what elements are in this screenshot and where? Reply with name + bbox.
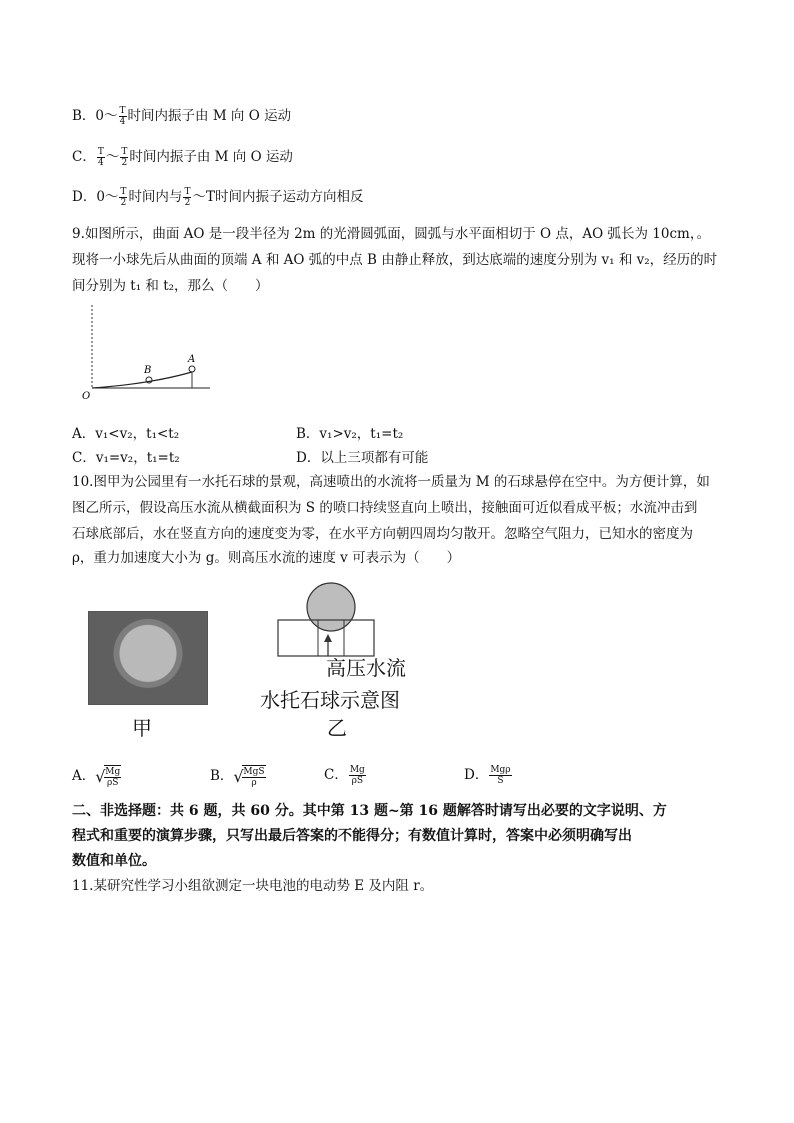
q10-line4: ρ，重力加速度大小为 g。则高压水流的速度 v 可表示为（ ） xyxy=(72,550,461,566)
q10-line3: 石球底部后，水在竖直方向的速度变为零，在水平方向朝四周均匀散开。忽略空气阻力，已知水的密度为 xyxy=(72,526,693,542)
fig-label-b: B xyxy=(144,365,152,376)
section2-line2: 程式和重要的演算步骤，只写出最后答案的不能得分；有数值计算时，答案中必须明确写出 xyxy=(72,828,632,844)
q9-line3: 间分别为 t₁ 和 t₂，那么（ ） xyxy=(72,278,269,294)
q9-choice-a: A．v₁<v₂，t₁<t₂ xyxy=(72,426,180,442)
fig-label-o: O xyxy=(82,391,91,402)
option-b: B．0～ $\frac{T}{4}$ 时间内振子由 M 向 O 运动 xyxy=(72,106,292,127)
q10-choice-b: B． √ $\frac{\text{MgS}}{\rho}$ xyxy=(210,765,267,788)
q11-line1: 11.某研究性学习小组欲测定一块电池的电动势 E 及内阻 r。 xyxy=(72,878,434,894)
q9-choice-b: B．v₁>v₂，t₁=t₂ xyxy=(296,426,404,442)
water-ball-diagram xyxy=(270,582,385,657)
fig-jia-label: 甲 xyxy=(132,716,152,740)
q9-line1: 9.如图所示，曲面 AO 是一段半径为 2m 的光滑圆弧面，圆弧与水平面相切于 O 点，AO 弧长为 10cm，。 xyxy=(72,226,711,242)
fig-yi-label: 乙 xyxy=(327,716,347,740)
q10-choice-a: A． √ $\frac{Mg}{\rho S}$ xyxy=(72,765,122,788)
section2-line1: 二、非选择题：共 6 题，共 60 分。其中第 13 题~第 16 题解答时请写出必要的文字说明、方 xyxy=(72,803,667,819)
stone-ball-photo xyxy=(88,611,208,705)
section2-line3: 数值和单位。 xyxy=(72,853,156,869)
option-d: D．0～ $\frac{T}{2}$ 时间内与 $\frac{T}{2}$ ～T时间内振子运动方向相反 xyxy=(72,187,364,208)
q10-line2: 图乙所示，假设高压水流从横截面积为 S 的喷口持续竖直向上喷出，接触面可近似看成平板；水流冲击到 xyxy=(72,500,698,516)
flow-label: 高压水流 xyxy=(326,656,406,680)
option-c: C． $\frac{T}{4}$ ～ $\frac{T}{2}$ 时间内振子由 M 向 O 运动 xyxy=(72,147,293,168)
q10-choice-d: D． $\frac{\text{Mgρ}}{S}$ xyxy=(464,765,511,786)
q9-choice-c: C．v₁=v₂，t₁=t₂ xyxy=(72,450,180,466)
diagram-caption: 水托石球示意图 xyxy=(260,688,400,712)
q9-choice-d: D．以上三项都有可能 xyxy=(296,450,429,466)
fig-label-a: A xyxy=(188,354,196,365)
q10-choice-c: C． $\frac{Mg}{\rho S}$ xyxy=(324,765,365,786)
q9-figure xyxy=(80,300,220,405)
q9-line2: 现将一小球先后从曲面的顶端 A 和 AO 弧的中点 B 由静止释放，到达底端的速度分别为 v₁ 和 v₂，经历的时 xyxy=(72,252,718,268)
q10-line1: 10.图甲为公园里有一水托石球的景观，高速喷出的水流将一质量为 M 的石球悬停在空中。为方便计算，如 xyxy=(72,474,710,490)
